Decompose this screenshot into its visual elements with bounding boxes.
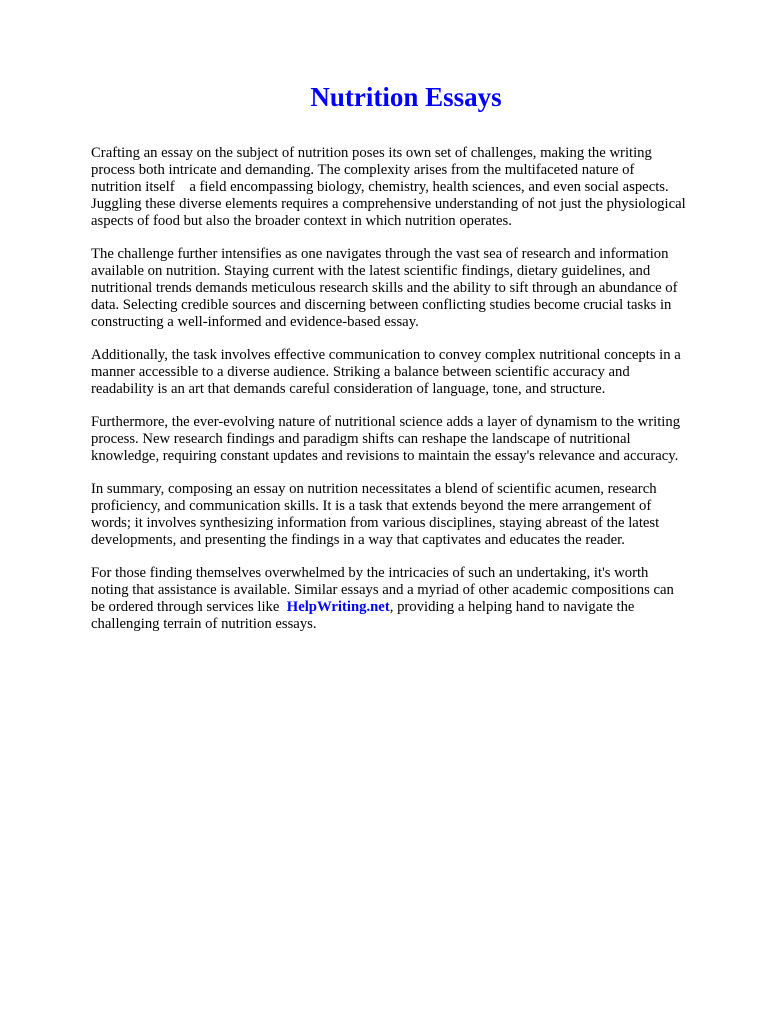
paragraph-container bbox=[91, 145, 731, 549]
paragraph-line bbox=[91, 599, 731, 616]
paragraph-line: nutritional trends demands meticulous research skills and the ability to sift through an abundance of bbox=[91, 280, 678, 296]
paragraph-line: noting that assistance is available. Similar essays and a myriad of other academic compositions can bbox=[91, 582, 674, 598]
essay-body bbox=[91, 145, 731, 649]
paragraph-line: manner accessible to a diverse audience. Striking a balance between scientific accuracy and bbox=[91, 364, 630, 380]
essay-paragraph bbox=[91, 145, 731, 230]
paragraph-line: Additionally, the task involves effective communication to convey complex nutritional concepts in a bbox=[91, 347, 681, 363]
essay-paragraph bbox=[91, 481, 731, 549]
paragraph-line: words; it involves synthesizing information from various disciplines, staying abreast of the latest bbox=[91, 515, 660, 531]
helpwriting-link[interactable]: HelpWriting.net bbox=[286, 599, 390, 615]
paragraph-line: Crafting an essay on the subject of nutrition poses its own set of challenges, making the writing bbox=[91, 145, 652, 161]
paragraph-line: aspects of food but also the broader context in which nutrition operates. bbox=[91, 213, 512, 229]
closing-paragraph bbox=[91, 565, 731, 633]
paragraph-line: challenging terrain of nutrition essays. bbox=[91, 616, 317, 632]
line-text-before-link: be ordered through services like bbox=[91, 599, 287, 615]
paragraph-line: Juggling these diverse elements requires a comprehensive understanding of not just the physiological bbox=[91, 196, 686, 212]
paragraph-line: readability is an art that demands careful consideration of language, tone, and structure. bbox=[91, 381, 606, 397]
paragraph-line: knowledge, requiring constant updates and revisions to maintain the essay's relevance and accuracy. bbox=[91, 448, 679, 464]
paragraph-line: process both intricate and demanding. The complexity arises from the multifaceted nature of bbox=[91, 162, 635, 178]
paragraph-line: constructing a well-informed and evidence-based essay. bbox=[91, 314, 419, 330]
paragraph-line: For those finding themselves overwhelmed by the intricacies of such an undertaking, it's worth bbox=[91, 565, 649, 581]
paragraph-line: developments, and presenting the findings in a way that captivates and educates the reader. bbox=[91, 532, 625, 548]
line-text-after-link: , providing a helping hand to navigate the bbox=[389, 599, 635, 615]
essay-paragraph bbox=[91, 414, 731, 465]
paragraph-line: data. Selecting credible sources and discerning between conflicting studies become crucial tasks in bbox=[91, 297, 672, 313]
paragraph-line: nutrition itself a field encompassing biology, chemistry, health sciences, and even social aspects. bbox=[91, 179, 669, 195]
paragraph-line: process. New research findings and paradigm shifts can reshape the landscape of nutritional bbox=[91, 431, 631, 447]
paragraph-line: Furthermore, the ever-evolving nature of nutritional science adds a layer of dynamism to the writing bbox=[91, 414, 681, 430]
paragraph-line: In summary, composing an essay on nutrition necessitates a blend of scientific acumen, research bbox=[91, 481, 657, 497]
essay-paragraph bbox=[91, 246, 731, 331]
page-title: Nutrition Essays bbox=[310, 82, 502, 112]
paragraph-line: The challenge further intensifies as one navigates through the vast sea of research and information bbox=[91, 246, 669, 262]
paragraph-line: proficiency, and communication skills. It is a task that extends beyond the mere arrangement of bbox=[91, 498, 652, 514]
essay-paragraph bbox=[91, 347, 731, 398]
paragraph-line: available on nutrition. Staying current with the latest scientific findings, dietary guidelines, and bbox=[91, 263, 651, 279]
